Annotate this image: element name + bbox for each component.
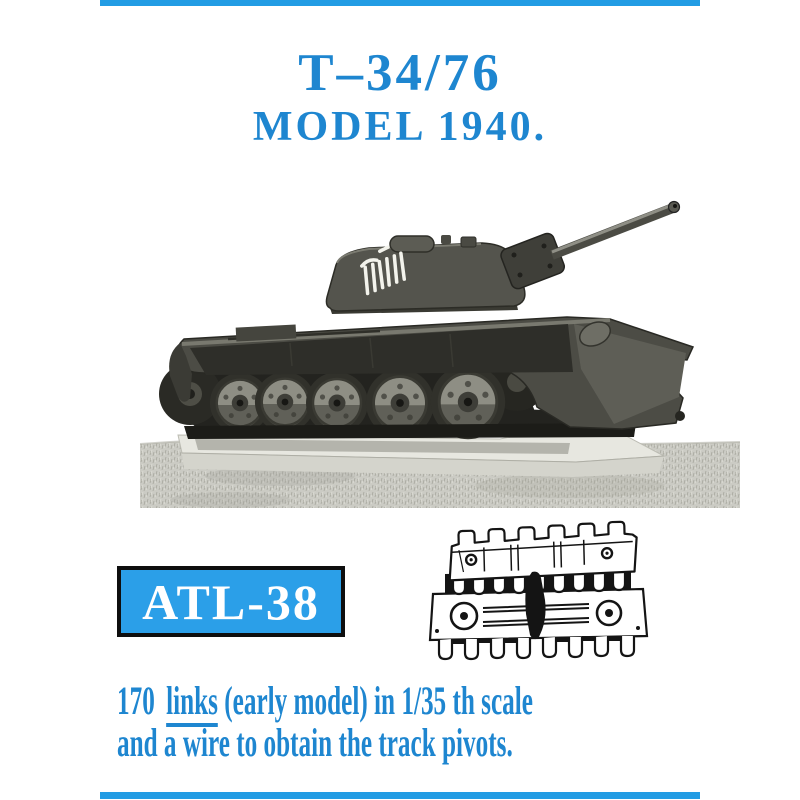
line1-rest: (early model) in 1/35 th scale bbox=[224, 678, 533, 723]
tank-photo-illustration bbox=[140, 176, 740, 508]
track-links-art bbox=[419, 518, 655, 664]
gun-barrel bbox=[552, 202, 680, 256]
tank-photo bbox=[140, 176, 740, 508]
top-accent-bar bbox=[100, 0, 700, 6]
product-code-label: ATL-38 bbox=[142, 573, 320, 630]
page-subtitle: MODEL 1940. bbox=[252, 104, 548, 150]
periscope bbox=[461, 237, 476, 247]
description-line-2: and a wire to obtain the track pivots. bbox=[117, 720, 513, 765]
turret-hatch bbox=[390, 236, 434, 252]
links-word: links bbox=[166, 678, 218, 727]
product-code-badge bbox=[117, 566, 345, 637]
bottom-teeth bbox=[439, 636, 634, 659]
top-track-link bbox=[448, 521, 637, 580]
track-links-drawing bbox=[419, 518, 655, 664]
tow-hook bbox=[675, 411, 685, 421]
bottom-accent-bar bbox=[100, 792, 700, 799]
description-line-1 bbox=[117, 680, 533, 722]
product-description bbox=[117, 680, 533, 764]
tank-turret bbox=[326, 235, 524, 314]
page-title: T–34/76 bbox=[298, 44, 502, 102]
quantity-value: 170 bbox=[117, 678, 155, 723]
